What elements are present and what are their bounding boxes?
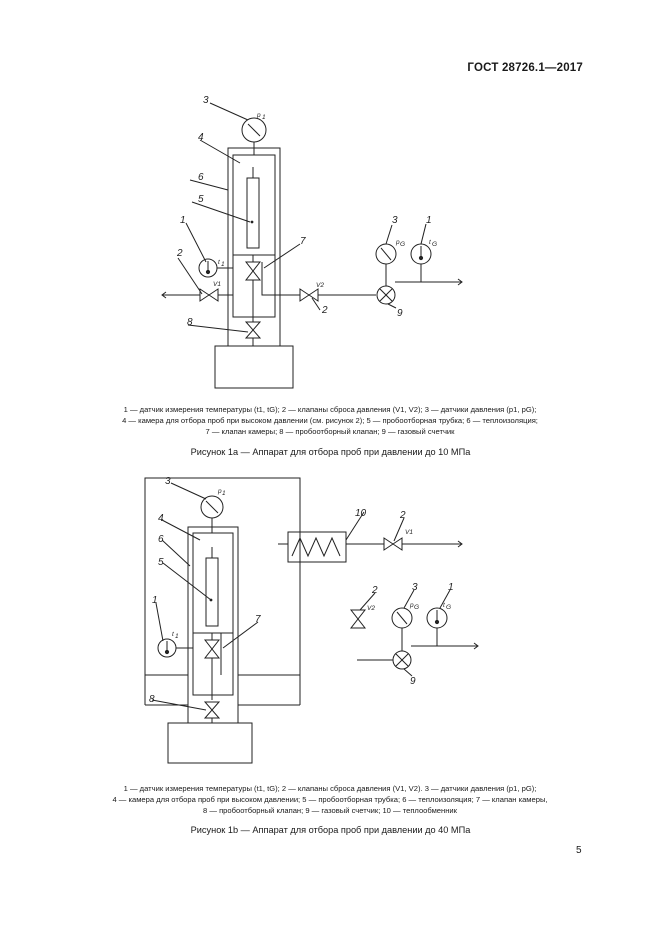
svg-text:10: 10 bbox=[355, 508, 367, 519]
svg-text:4: 4 bbox=[198, 132, 204, 143]
svg-text:3: 3 bbox=[203, 95, 209, 106]
svg-text:V1: V1 bbox=[213, 281, 221, 288]
svg-text:G: G bbox=[446, 604, 452, 611]
svg-text:1: 1 bbox=[152, 595, 158, 606]
base-block bbox=[215, 346, 293, 388]
svg-text:6: 6 bbox=[158, 534, 164, 545]
svg-text:p: p bbox=[410, 602, 414, 609]
svg-text:7: 7 bbox=[300, 236, 306, 247]
insulation-outer-b bbox=[188, 527, 238, 723]
svg-text:1: 1 bbox=[180, 215, 186, 226]
svg-text:7: 7 bbox=[255, 614, 261, 625]
svg-text:G: G bbox=[400, 241, 406, 248]
sampling-valve-b bbox=[205, 702, 219, 718]
svg-text:1: 1 bbox=[262, 114, 266, 121]
svg-text:1: 1 bbox=[426, 215, 432, 226]
svg-text:p: p bbox=[257, 112, 261, 119]
legend-line: 1 — датчик измерения температуры (t1, tG); 2 — клапаны сброса давления (V1, V2). 3 — датчики давления (p1, pG); bbox=[123, 784, 537, 793]
svg-text:V2: V2 bbox=[316, 282, 324, 289]
svg-text:2: 2 bbox=[400, 510, 406, 521]
svg-text:9: 9 bbox=[397, 308, 403, 319]
svg-text:1: 1 bbox=[221, 261, 225, 268]
svg-text:t: t bbox=[443, 602, 445, 609]
svg-text:G: G bbox=[414, 604, 420, 611]
chamber bbox=[233, 155, 275, 317]
svg-text:3: 3 bbox=[165, 476, 171, 487]
svg-text:3: 3 bbox=[392, 215, 398, 226]
svg-text:8: 8 bbox=[149, 694, 155, 705]
figure-1a-legend bbox=[60, 404, 600, 437]
sample-tube bbox=[247, 178, 259, 248]
legend-line: 1 — датчик измерения температуры (t1, tG); 2 — клапаны сброса давления (V1, V2); 3 — датчики давления (p1, pG); bbox=[123, 405, 537, 414]
svg-text:4: 4 bbox=[158, 513, 164, 524]
legend-line: 4 — камера для отбора проб при высоком давлении; 5 — пробоотборная трубка; 6 — теплоизоляция; 7 — клапан камеры, bbox=[112, 795, 548, 804]
svg-text:9: 9 bbox=[410, 676, 416, 687]
svg-text:5: 5 bbox=[158, 557, 164, 568]
relief-valve-v2-b bbox=[351, 610, 365, 628]
svg-text:t: t bbox=[218, 259, 220, 266]
sample-tube-b bbox=[206, 558, 218, 626]
svg-text:G: G bbox=[432, 241, 438, 248]
legend-line: 7 — клапан камеры; 8 — пробоотборный клапан; 9 — газовый счетчик bbox=[205, 427, 455, 436]
svg-text:6: 6 bbox=[198, 172, 204, 183]
relief-valve-v1-b bbox=[384, 538, 402, 550]
legend-line: 4 — камера для отбора проб при высоком давлении (см. рисунок 2); 5 — пробоотборная трубка; 6 — теплоизоляция; bbox=[122, 416, 538, 425]
chamber-b bbox=[193, 533, 233, 695]
svg-text:t: t bbox=[172, 631, 174, 638]
svg-text:p: p bbox=[218, 488, 222, 495]
relief-valve-v2 bbox=[300, 289, 318, 301]
base-block-b bbox=[168, 723, 252, 763]
svg-text:t: t bbox=[429, 239, 431, 246]
svg-text:2: 2 bbox=[177, 248, 183, 259]
page-number: 5 bbox=[576, 845, 582, 856]
svg-text:2: 2 bbox=[372, 585, 378, 596]
chamber-valve-b bbox=[205, 640, 219, 658]
document-standard-header: ГОСТ 28726.1—2017 bbox=[467, 62, 583, 74]
svg-text:2: 2 bbox=[322, 305, 328, 316]
svg-text:V2: V2 bbox=[367, 605, 375, 612]
svg-text:V1: V1 bbox=[405, 529, 413, 536]
svg-text:p: p bbox=[396, 239, 400, 246]
heat-exchanger bbox=[288, 532, 346, 562]
svg-text:1: 1 bbox=[175, 633, 179, 640]
svg-text:1: 1 bbox=[448, 582, 454, 593]
svg-text:8: 8 bbox=[187, 317, 193, 328]
svg-text:3: 3 bbox=[412, 582, 418, 593]
svg-text:1: 1 bbox=[222, 490, 226, 497]
chamber-valve bbox=[246, 262, 260, 280]
legend-line: 8 — пробоотборный клапан; 9 — газовый счетчик; 10 — теплообменник bbox=[203, 806, 457, 815]
relief-valve-v1 bbox=[200, 289, 218, 301]
figure-1b-caption: Рисунок 1b — Аппарат для отбора проб при давлении до 40 МПа bbox=[190, 825, 471, 835]
figure-1b-legend bbox=[60, 783, 600, 816]
sampling-valve bbox=[246, 322, 260, 338]
figure-1a-caption: Рисунок 1а — Аппарат для отбора проб при давлении до 10 МПа bbox=[190, 447, 471, 457]
svg-text:5: 5 bbox=[198, 194, 204, 205]
